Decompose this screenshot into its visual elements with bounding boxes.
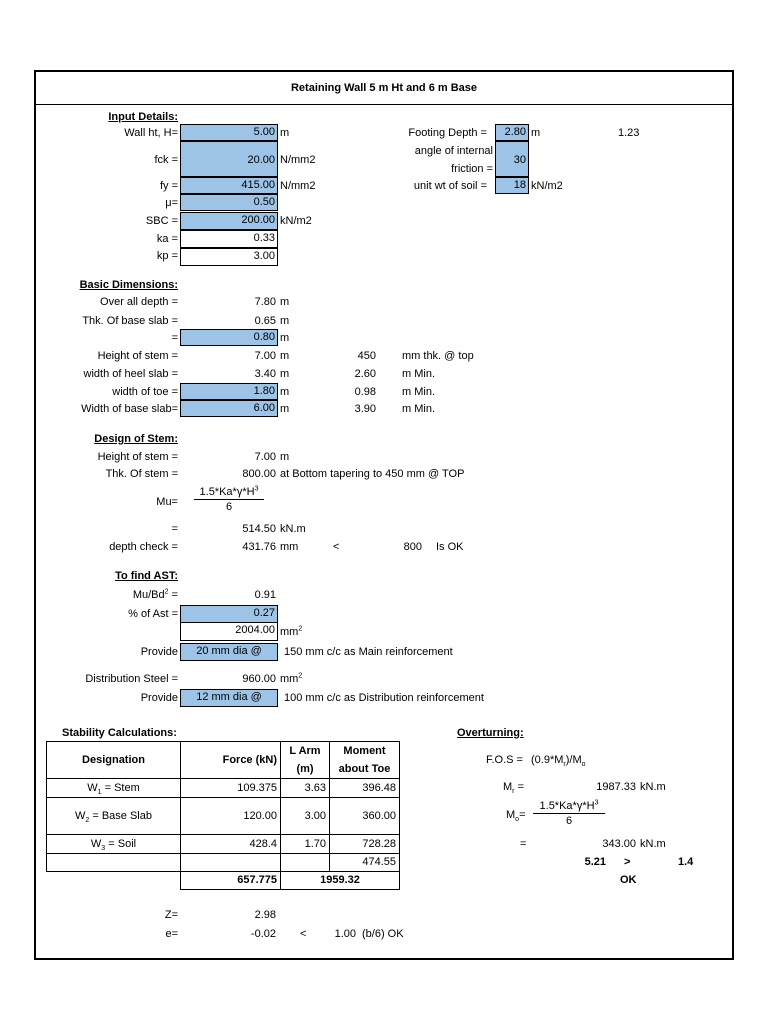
mo-formula bbox=[533, 800, 605, 828]
row-2-sub: 2 bbox=[85, 817, 90, 825]
stem-thk-value: 800.00 bbox=[242, 468, 276, 480]
stem-mu-eq: = bbox=[171, 523, 178, 535]
footing-depth-field[interactable]: 2.80 bbox=[495, 124, 529, 141]
table-row-1-designation bbox=[47, 781, 180, 795]
e-label: e= bbox=[165, 928, 178, 940]
fos-limit: 1.4 bbox=[678, 856, 694, 868]
depth-check-ok: Is OK bbox=[436, 541, 464, 553]
table-row-1-force: 109.375 bbox=[237, 782, 277, 794]
fy-unit: N/mm2 bbox=[280, 180, 316, 192]
table-line-h1 bbox=[46, 778, 400, 779]
mubd-label-text: Mu/Bd bbox=[132, 589, 165, 601]
row-2-des: W bbox=[75, 810, 86, 822]
e-lt: < bbox=[300, 928, 307, 940]
fos-ratio: 5.21 bbox=[584, 856, 606, 868]
mo-label-eq: = bbox=[519, 809, 526, 821]
dist-bar-field[interactable]: 12 mm dia @ bbox=[180, 689, 278, 707]
table-line-h3 bbox=[46, 834, 400, 835]
main-bar-field[interactable]: 20 mm dia @ bbox=[180, 643, 278, 661]
stem-mu-numerator: 1.5*Ka*γ*H bbox=[199, 486, 255, 498]
th-force: Force (kN) bbox=[222, 754, 277, 766]
ast-unit-text: mm bbox=[280, 626, 299, 638]
sbc-label: SBC = bbox=[145, 215, 178, 227]
dist-reinforcement-note: 100 mm c/c as Distribution reinforcement bbox=[284, 692, 484, 704]
th-moment-2: about Toe bbox=[338, 763, 391, 775]
dist-steel-unit bbox=[280, 672, 302, 686]
unit-wt-label: unit wt of soil = bbox=[413, 180, 487, 192]
table-row-3-force: 428.4 bbox=[249, 838, 277, 850]
toe-min-note: m Min. bbox=[402, 386, 435, 398]
ka-label: ka = bbox=[156, 233, 178, 245]
toe-field[interactable]: 1.80 bbox=[180, 383, 278, 400]
stem-mu-unit: kN.m bbox=[280, 523, 306, 535]
table-line-v3 bbox=[329, 741, 330, 872]
stem-height-value: 7.00 bbox=[254, 350, 276, 362]
mubd-value: 0.91 bbox=[254, 589, 276, 601]
pct-ast-label: % of Ast = bbox=[128, 608, 178, 620]
ast-value-cell bbox=[180, 623, 278, 641]
table-line-total bbox=[180, 889, 400, 890]
wall-ht-label: Wall ht, H= bbox=[124, 127, 178, 139]
th-moment-1: Moment bbox=[343, 745, 386, 757]
table-row-1-arm: 3.63 bbox=[304, 782, 326, 794]
footing-depth-unit: m bbox=[531, 127, 541, 139]
kp-value: 3.00 bbox=[180, 248, 278, 266]
mr-label bbox=[503, 780, 524, 794]
stem-top-note: mm thk. @ top bbox=[402, 350, 474, 362]
stem-height-unit: m bbox=[280, 350, 290, 362]
base-width-field[interactable]: 6.00 bbox=[180, 400, 278, 417]
z-value: 2.98 bbox=[254, 909, 276, 921]
table-line-top bbox=[46, 741, 400, 742]
row-3-des: W bbox=[90, 838, 102, 850]
base-slab-unit: m bbox=[280, 315, 290, 327]
toe-unit: m bbox=[280, 386, 290, 398]
eq-unit: m bbox=[280, 332, 290, 344]
fos-part-a: (0.9*M bbox=[531, 754, 564, 766]
angle-label-2: friction = bbox=[451, 163, 493, 175]
stem-top-value: 450 bbox=[357, 350, 376, 362]
overall-depth-unit: m bbox=[280, 296, 290, 308]
mo-label-sub: o bbox=[515, 816, 520, 824]
overturning-heading: Overturning: bbox=[457, 727, 524, 739]
table-row-3-arm: 1.70 bbox=[304, 838, 326, 850]
depth-check-lt: < bbox=[333, 541, 340, 553]
dist-steel-label: Distribution Steel = bbox=[85, 673, 178, 685]
wall-ht-field[interactable]: 5.00 bbox=[180, 124, 278, 141]
fck-label: fck = bbox=[154, 154, 178, 166]
toe-label: width of toe = bbox=[112, 386, 178, 398]
fck-unit: N/mm2 bbox=[280, 154, 316, 166]
mo-value: 343.00 bbox=[602, 838, 636, 850]
mo-denominator: 6 bbox=[565, 815, 573, 827]
fos-sub-o: o bbox=[581, 761, 586, 769]
stem-design-height-label: Height of stem = bbox=[97, 451, 178, 463]
fck-field[interactable]: 20.00 bbox=[180, 141, 278, 177]
mo-eq: = bbox=[520, 838, 527, 850]
table-row-3-designation bbox=[47, 837, 180, 851]
ast-unit-exp: 2 bbox=[298, 625, 303, 633]
row-1-sub: 1 bbox=[97, 789, 102, 797]
eq-field[interactable]: 0.80 bbox=[180, 329, 278, 346]
stem-design-height-unit: m bbox=[280, 451, 290, 463]
th-larm-2: (m) bbox=[296, 763, 314, 775]
heel-unit: m bbox=[280, 368, 290, 380]
row-3-rest: = Soil bbox=[105, 838, 137, 850]
mo-label-text: M bbox=[506, 809, 516, 821]
table-row-1-moment: 396.48 bbox=[362, 782, 396, 794]
ast-heading: To find AST: bbox=[115, 570, 178, 582]
mo-numerator: 1.5*Ka*γ*H bbox=[539, 800, 595, 812]
table-line-h5 bbox=[46, 871, 400, 872]
wall-ht-unit: m bbox=[280, 127, 290, 139]
row-2-rest: = Base Slab bbox=[89, 810, 152, 822]
z-label: Z= bbox=[164, 909, 178, 921]
fos-sub-r: r bbox=[563, 761, 566, 769]
stem-thk-label: Thk. Of stem = bbox=[105, 468, 178, 480]
fos-formula bbox=[531, 753, 586, 767]
unit-wt-field[interactable]: 18 bbox=[495, 177, 529, 194]
mr-label-text: M bbox=[503, 781, 513, 793]
title-divider bbox=[35, 104, 733, 105]
mo-label bbox=[506, 808, 526, 822]
provide-dist-label: Provide bbox=[140, 692, 178, 704]
th-designation: Designation bbox=[82, 754, 145, 766]
table-row-4-moment: 474.55 bbox=[362, 856, 396, 868]
main-reinforcement-note: 150 mm c/c as Main reinforcement bbox=[284, 646, 453, 658]
row-1-des: W bbox=[87, 782, 98, 794]
ast-value: 2004.00 bbox=[235, 624, 275, 636]
total-force: 657.775 bbox=[237, 874, 277, 886]
page-title: Retaining Wall 5 m Ht and 6 m Base bbox=[290, 82, 478, 94]
fos-gt: > bbox=[624, 856, 631, 868]
base-slab-label: Thk. Of base slab = bbox=[82, 315, 178, 327]
fos-label: F.O.S = bbox=[486, 754, 523, 766]
depth-check-unit: mm bbox=[280, 541, 299, 553]
basic-heading: Basic Dimensions: bbox=[79, 279, 178, 291]
table-row-3-moment: 728.28 bbox=[362, 838, 396, 850]
dist-steel-value: 960.00 bbox=[242, 673, 276, 685]
footing-extra: 1.23 bbox=[618, 127, 640, 139]
fy-label: fy = bbox=[159, 180, 178, 192]
stem-mu-exponent: 3 bbox=[254, 485, 259, 493]
table-row-2-arm: 3.00 bbox=[304, 810, 326, 822]
fos-ok: OK bbox=[620, 874, 637, 886]
mr-label-sub: r bbox=[512, 788, 515, 796]
stem-design-height-value: 7.00 bbox=[254, 451, 276, 463]
stem-height-label: Height of stem = bbox=[97, 350, 178, 362]
unit-wt-unit: kN/m2 bbox=[531, 180, 563, 192]
angle-label-1: angle of internal bbox=[414, 145, 493, 157]
ka-value: 0.33 bbox=[180, 230, 278, 248]
stability-heading: Stability Calculations: bbox=[62, 727, 177, 739]
depth-check-value: 431.76 bbox=[242, 541, 276, 553]
ast-unit bbox=[280, 625, 302, 639]
provide-main-label: Provide bbox=[140, 646, 178, 658]
table-line-v4 bbox=[399, 741, 400, 890]
overall-depth-value: 7.80 bbox=[254, 296, 276, 308]
footing-depth-label: Footing Depth = bbox=[408, 127, 487, 139]
mu-label: μ= bbox=[165, 197, 178, 209]
fy-field[interactable]: 415.00 bbox=[180, 177, 278, 194]
e-value: -0.02 bbox=[250, 928, 276, 940]
dist-steel-unit-text: mm bbox=[280, 673, 299, 685]
angle-field[interactable]: 30 bbox=[495, 141, 529, 177]
base-min-note: m Min. bbox=[402, 403, 435, 415]
overall-depth-label: Over all depth = bbox=[100, 296, 178, 308]
mr-unit: kN.m bbox=[640, 781, 666, 793]
depth-check-ref: 800 bbox=[403, 541, 422, 553]
input-heading: Input Details: bbox=[108, 111, 178, 123]
mu-field[interactable]: 0.50 bbox=[180, 194, 278, 211]
mubd-label-eq: = bbox=[168, 589, 178, 601]
row-3-sub: 3 bbox=[101, 845, 106, 853]
mo-exponent: 3 bbox=[594, 799, 599, 807]
row-1-rest: = Stem bbox=[101, 782, 140, 794]
mubd-label bbox=[40, 588, 178, 602]
stem-mu-denominator: 6 bbox=[225, 501, 233, 513]
table-row-2-designation bbox=[47, 809, 180, 823]
e-limit: 1.00 bbox=[334, 928, 356, 940]
stem-mu-value: 514.50 bbox=[242, 523, 276, 535]
pct-ast-field[interactable]: 0.27 bbox=[180, 605, 278, 623]
base-width-label: Width of base slab= bbox=[81, 403, 178, 415]
toe-min: 0.98 bbox=[354, 386, 376, 398]
sbc-unit: kN/m2 bbox=[280, 215, 312, 227]
eq-label: = bbox=[171, 332, 178, 344]
heel-min-note: m Min. bbox=[402, 368, 435, 380]
heel-min: 2.60 bbox=[354, 368, 376, 380]
heel-value: 3.40 bbox=[254, 368, 276, 380]
stem-mu-label: Mu= bbox=[156, 496, 178, 508]
mo-unit: kN.m bbox=[640, 838, 666, 850]
base-slab-value: 0.65 bbox=[254, 315, 276, 327]
mubd-label-exp: 2 bbox=[164, 588, 169, 596]
stem-mu-formula bbox=[194, 486, 264, 514]
depth-check-label: depth check = bbox=[109, 541, 178, 553]
sbc-field[interactable]: 200.00 bbox=[180, 212, 278, 230]
mr-label-eq: = bbox=[514, 781, 524, 793]
mr-value: 1987.33 bbox=[596, 781, 636, 793]
table-row-2-force: 120.00 bbox=[243, 810, 277, 822]
table-line-h4 bbox=[46, 853, 400, 854]
kp-label: kp = bbox=[156, 250, 178, 262]
stem-heading: Design of Stem: bbox=[94, 433, 178, 445]
dist-steel-unit-exp: 2 bbox=[298, 672, 303, 680]
heel-label: width of heel slab = bbox=[83, 368, 178, 380]
table-line-h2 bbox=[46, 797, 400, 798]
stem-thk-note: at Bottom tapering to 450 mm @ TOP bbox=[280, 468, 465, 480]
base-min: 3.90 bbox=[354, 403, 376, 415]
e-note: (b/6) OK bbox=[362, 928, 404, 940]
total-moment: 1959.32 bbox=[320, 874, 360, 886]
th-larm-1: L Arm bbox=[289, 745, 321, 757]
fos-part-b: )/M bbox=[565, 754, 582, 766]
table-row-2-moment: 360.00 bbox=[362, 810, 396, 822]
base-width-unit: m bbox=[280, 403, 290, 415]
